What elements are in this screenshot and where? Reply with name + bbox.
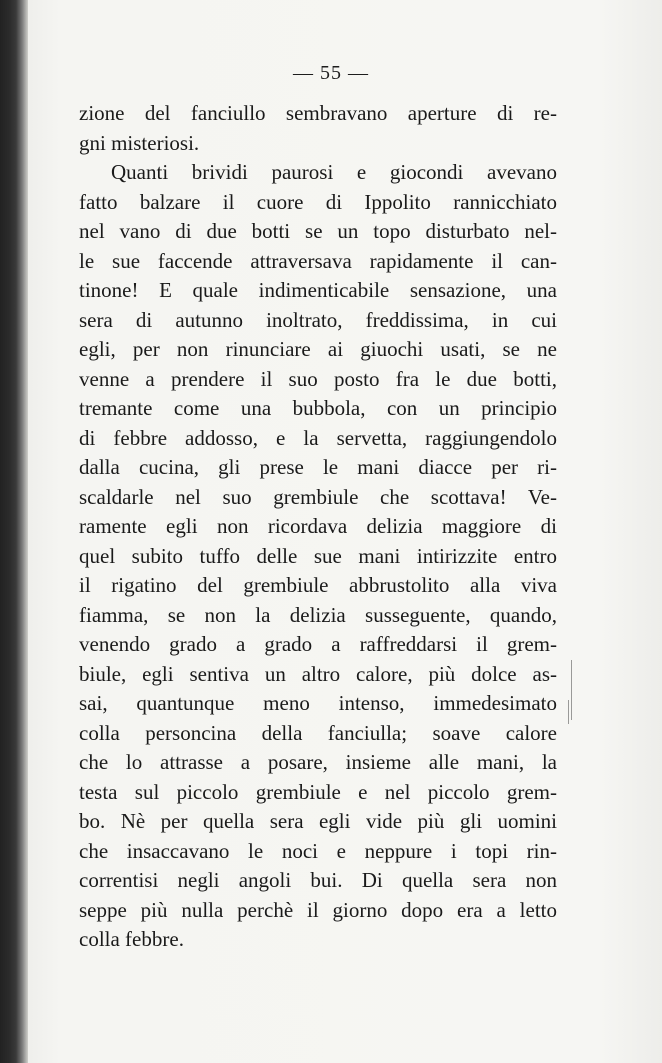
text-line: tinone! E quale indimenticabile sensazione, una xyxy=(79,278,557,302)
text-line: le sue faccende attraversava rapidamente il can- xyxy=(79,248,557,273)
text-line: gni misteriosi. xyxy=(79,130,200,155)
text-line: egli, per non rinunciare ai giuochi usati, se ne xyxy=(79,337,557,361)
body-text xyxy=(79,99,557,955)
text-line: fiamma, se non la delizia susseguente, quando, xyxy=(79,602,557,627)
text-line: colla febbre. xyxy=(79,927,184,951)
text-line: il rigatino del grembiule abbrustolito alla viva xyxy=(79,573,557,597)
paper-speck xyxy=(568,700,569,724)
text-line: zione del fanciullo sembravano aperture di re- xyxy=(79,101,557,125)
text-line: tremante come una bubbola, con un principio xyxy=(79,396,557,420)
page-number: — 55 — xyxy=(293,62,369,84)
text-line: correntisi negli angoli bui. Di quella sera non xyxy=(79,868,557,892)
text-line: bo. Nè per quella sera egli vide più gli uomini xyxy=(79,809,557,833)
book-spine-shadow xyxy=(0,0,28,1063)
text-line: di febbre addosso, e la servetta, raggiungendolo xyxy=(79,425,557,450)
text-line: venendo grado a grado a raffreddarsi il grem- xyxy=(79,632,557,656)
text-line: sera di autunno inoltrato, freddissima, in cui xyxy=(79,307,557,332)
text-line: colla personcina della fanciulla; soave calore xyxy=(79,720,557,745)
text-line: biule, egli sentiva un altro calore, più dolce as- xyxy=(79,661,557,686)
paper-speck xyxy=(571,660,572,720)
text-line: fatto balzare il cuore di Ippolito rannicchiato xyxy=(79,189,557,214)
text-line: sai, quantunque meno intenso, immedesimato xyxy=(79,691,557,715)
text-line: dalla cucina, gli prese le mani diacce per ri- xyxy=(79,455,557,479)
text-line: che lo attrasse a posare, insieme alle mani, la xyxy=(79,750,557,774)
text-line: scaldarle nel suo grembiule che scottava! Ve- xyxy=(79,484,557,509)
text-line: quel subito tuffo delle sue mani intirizzite entro xyxy=(79,543,557,568)
text-line: nel vano di due botti se un topo disturbato nel- xyxy=(79,219,557,243)
text-line: testa sul piccolo grembiule e nel piccolo grem- xyxy=(79,779,557,804)
text-line: seppe più nulla perchè il giorno dopo era a letto xyxy=(79,897,557,922)
text-line: venne a prendere il suo posto fra le due botti, xyxy=(79,366,557,391)
text-line: ramente egli non ricordava delizia maggiore di xyxy=(79,514,557,538)
text-line: che insaccavano le noci e neppure i topi rin- xyxy=(79,838,557,863)
paragraph-start-line: Quanti brividi paurosi e giocondi avevano xyxy=(111,160,557,184)
